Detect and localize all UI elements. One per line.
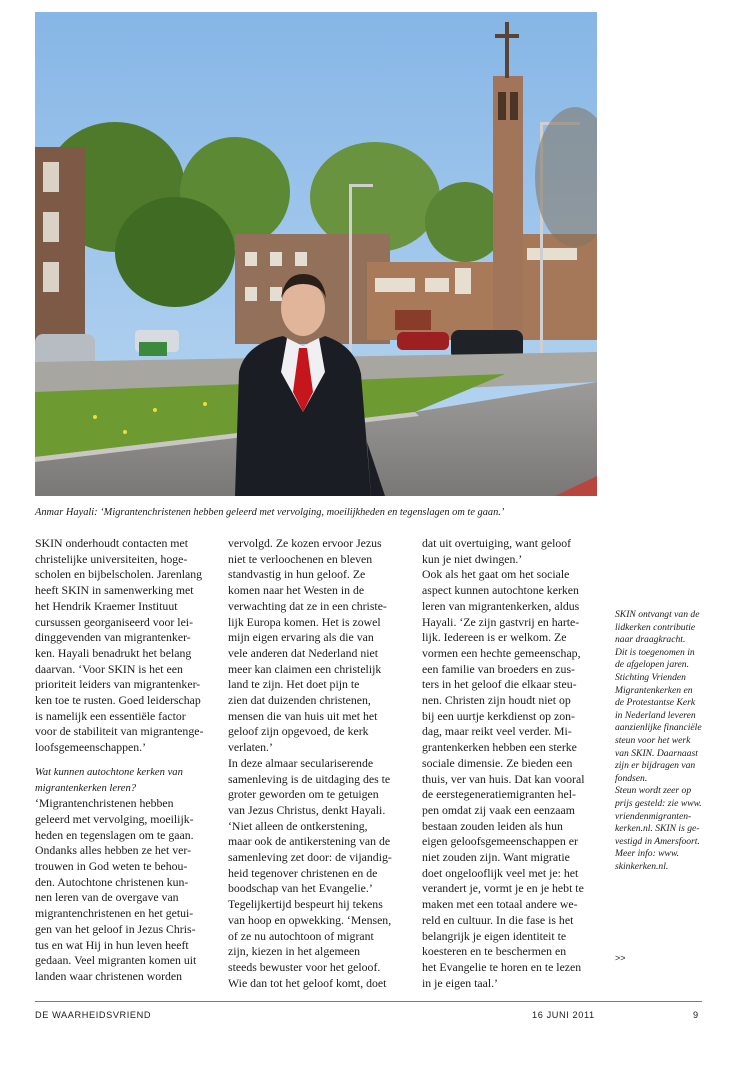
sidebar-text: SKIN ontvangt van de lidkerken contributie naar draagkracht. Dit is toegenomen in de afgelopen jaren. Stichting Vrienden Migrantenkerken en de Protestantse Kerk in Nederland leveren aanzienlijke financiële steun voor het werk van SKIN. Daarnaast zijn er bijdragen van fondsen. Steun wordt zeer op prijs gesteld: zie www. vriendenmigranten- kerken.nl. SKIN is ge- vestigd in Amersfoort. Meer info: www. skinkerken.nl. [615,609,702,872]
continue-marker: >> [615,953,626,963]
article-photo [35,12,597,496]
article-column-2 [228,536,414,991]
article-column-3 [422,536,608,991]
paragraph: SKIN onderhoudt contacten met christelijke universiteiten, hoge- scholen en bijbelscholen. Jarenlang heeft SKIN in samenwerking met het Hendrik Kraemer Instituut cursussen georganiseerd voor lei- dinggevenden van migrantenker- ken. Hayali benadrukt het belang daarvan. ‘Voor SKIN is het een prioriteit leiders van migrantenker- ken toe te rusten. Goed leiderschap is namelijk een essentiële factor voor de stabiliteit van migrantenge- loofsgemeenschappen.’ [35,536,204,755]
issue-date: 16 JUNI 2011 [532,1010,595,1020]
paragraph: vervolgd. Ze kozen ervoor Jezus niet te verloochenen en bleven standvastig in hun geloof. Ze komen naar het Westen in de verwachting dat ze in een christe- lijk Europa komen. Het is zowel mijn eigen ervaring als die van vele anderen dat Nederland niet meer kan claimen een christelijk land te zijn. Het doet pijn te zien dat duizenden christenen, mensen die van huis uit met het geloof zijn opgevoed, de kerk verlaten.’ [228,536,387,755]
sidebar-note [615,609,715,873]
paragraph: dat uit overtuiging, want geloof kun je niet dwingen.’ [422,536,572,566]
publication-name: DE WAARHEIDSVRIEND [35,1010,152,1020]
paragraph: In deze almaar seculariserende samenleving is de uitdaging des te groter geworden om te getuigen van Jezus Christus, denkt Hayali. ‘Niet alleen de ontkerstening, maar ook de antikerstening van de samenleving zet door: de vijandig- heid tegenover christenen en de boodschap van het Evangelie.’ Tegelijkertijd bespeurt hij tekens van hoop en opwekking. ‘Mensen, of ze nu autochtoon of migrant zijn, kiezen in het algemeen steeds bewuster voor het geloof. Wie dan tot het geloof komt, doet [228,755,392,990]
paragraph: Ook als het gaat om het sociale aspect kunnen autochtone kerken leren van migrantenkerken, aldus Hayali. ‘Ze zijn gastvrij en harte- lijk. Iedereen is er welkom. Ze vormen een hechte gemeenschap, een familie van broeders en zus- ters in het geloof die elkaar steu- nen. Christen zijn houdt niet op bij een uurtje kerkdienst op zon- dag, maar reikt veel verder. Mi- grantenkerken hebben een sterke sociale dimensie. Ze bieden een thuis, ver van huis. Dat kan vooral de eerstegeneratiemigranten hel- pen omdat zij vaak een eenzaam bestaan zouden leiden als hun eigen geloofsgemeenschappen er niet zouden zijn. Want migratie doet ongelooflijk veel met je: het verandert je, vormt je en je hebt te maken met een totaal andere we- reld en cultuur. In die fase is het belangrijk je eigen identiteit te koesteren en te beschermen en het Evangelie te horen en te lezen in je eigen taal.’ [422,567,585,990]
paragraph: ‘Migrantenchristenen hebben geleerd met vervolging, moeilijk- heden en tegenslagen om te gaan. Ondanks alles hebben ze het ver- trouwen in God weten te behou- den. Autochtone christenen kun- nen leren van de overgave van migrantenchristenen en het getui- gen van het geloof in Jezus Chris- tus en wat Hij in hun leven heeft gedaan. Veel migranten komen uit landen waar christenen worden [35,796,197,983]
photo-illustration [35,12,597,496]
subheading: Wat kunnen autochtone kerken van migrantenkerken leren? [35,766,183,794]
photo-caption: Anmar Hayali: ‘Migrantenchristenen hebben geleerd met vervolging, moeilijkheden en tegenslagen om te gaan.’ [35,507,505,518]
page-number: 9 [693,1010,699,1020]
article-column-1 [35,536,221,985]
footer-rule [35,1001,702,1002]
